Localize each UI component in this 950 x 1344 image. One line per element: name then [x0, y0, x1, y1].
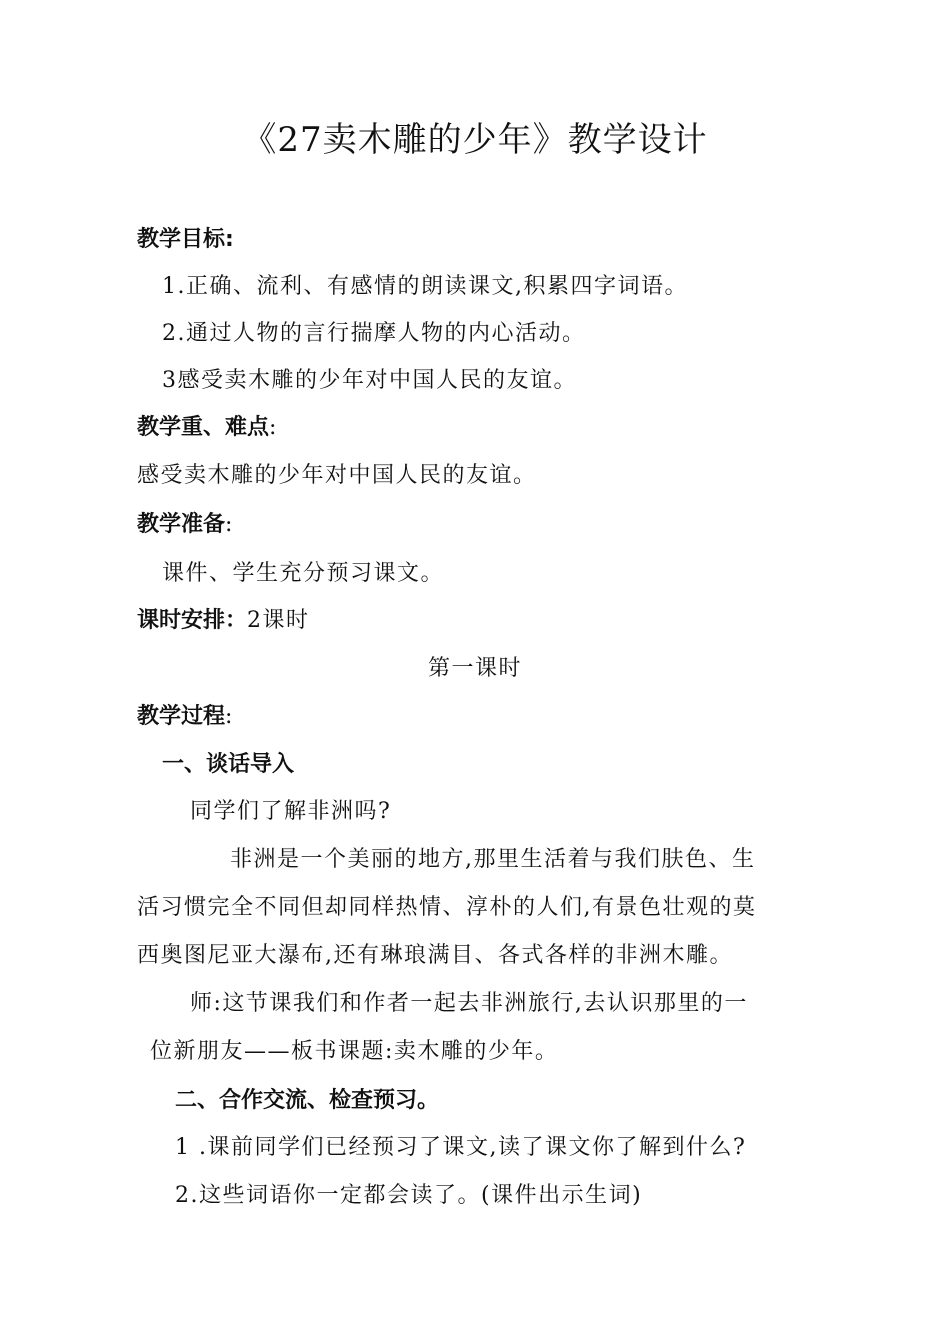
- section1-para1-line2: 活习惯完全不同但却同样热情、淳朴的人们,有景色壮观的莫: [137, 895, 757, 920]
- document-title: 《27卖木雕的少年》教学设计: [242, 120, 708, 160]
- process-heading: 教学过程: [137, 704, 226, 729]
- schedule-heading: 课时安排：: [137, 608, 248, 633]
- preparation-heading-line: [137, 510, 232, 540]
- section1-para1-line3: 西奥图尼亚大瀑布,还有琳琅满目、各式各样的非洲木雕。: [137, 943, 733, 968]
- section1-para2-line1: 师:这节课我们和作者一起去非洲旅行,去认识那里的一: [190, 991, 748, 1016]
- schedule-text: 2课时: [247, 608, 310, 633]
- section2-item-2: 2.这些词语你一定都会读了。(课件出示生词): [175, 1183, 643, 1208]
- section1-para1-line1: 非洲是一个美丽的地方,那里生活着与我们肤色、生: [230, 847, 756, 872]
- schedule-line: [137, 606, 310, 636]
- section2-item-1: 1 .课前同学们已经预习了课文,读了课文你了解到什么?: [175, 1135, 747, 1160]
- section1-para2-line2: 位新朋友——板书课题:卖木雕的少年。: [150, 1039, 559, 1064]
- objective-item-2: 2.通过人物的言行揣摩人物的内心活动。: [162, 321, 586, 346]
- section1-heading: 一、谈话导入: [162, 752, 295, 777]
- lesson-label: 第一课时: [427, 656, 522, 681]
- objective-item-1: 1.正确、流利、有感情的朗读课文,积累四字词语。: [162, 274, 688, 299]
- section1-question: 同学们了解非洲吗?: [190, 799, 392, 824]
- process-heading-line: [137, 702, 232, 732]
- process-colon: :: [225, 704, 233, 729]
- section2-heading: 二、合作交流、检查预习。: [175, 1088, 440, 1113]
- key-points-heading: 教学重、难点: [137, 415, 270, 440]
- preparation-text: 课件、学生充分预习课文。: [162, 561, 445, 586]
- key-points-text: 感受卖木雕的少年对中国人民的友谊。: [137, 463, 537, 488]
- objective-item-3: 3感受卖木雕的少年对中国人民的友谊。: [162, 368, 577, 393]
- key-points-colon: :: [269, 415, 277, 440]
- preparation-colon: :: [225, 512, 233, 537]
- preparation-heading: 教学准备: [137, 512, 226, 537]
- key-points-heading-line: [137, 413, 276, 443]
- objectives-heading: 教学目标:: [137, 227, 234, 252]
